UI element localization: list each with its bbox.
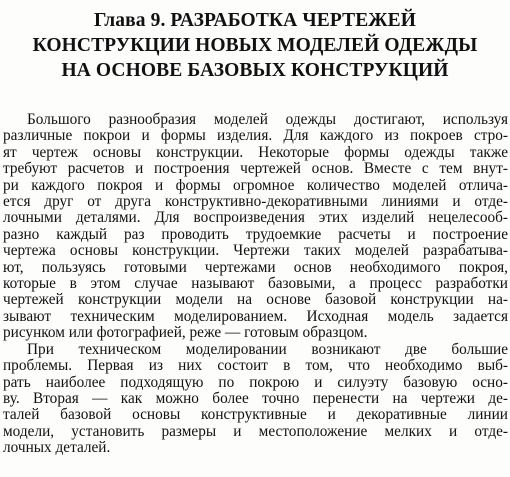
text-line: лочных деталей. <box>3 439 111 457</box>
text-line: Большого разнообразия моделей одежды достигают, используя <box>27 111 508 128</box>
chapter-heading-line: КОНСТРУКЦИИ НОВЫХ МОДЕЛЕЙ ОДЕЖДЫ <box>32 35 478 56</box>
chapter-heading <box>0 8 510 83</box>
text-line: ят чертеж основы конструкции. Некоторые формы одежды также <box>3 143 508 161</box>
text-line: ву. Вторая — как можно более точно перенести на чертежи де- <box>3 389 508 407</box>
text-line: которые в этом случае называют базовыми, а процесс разработки <box>3 275 508 293</box>
text-line: требуют расчетов и построения чертежей основ. Вместе с тем внут- <box>3 160 508 178</box>
body-text <box>3 112 508 457</box>
text-line: рисунком или фотографией, реже — готовым образцом. <box>3 324 368 342</box>
paragraph-2 <box>3 342 508 457</box>
text-line: талей базовой основы конструктивные и декоративные линии <box>3 406 508 424</box>
chapter-heading-line: Глава 9. РАЗРАБОТКА ЧЕРТЕЖЕЙ <box>93 10 417 31</box>
text-line: проблемы. Первая из них состоит в том, что необходимо выб- <box>3 357 508 375</box>
text-line: ют, пользуясь готовыми чертежами основ необходимого покроя, <box>3 258 508 276</box>
text-line: разно каждый раз проводить трудоемкие расчеты и построение <box>3 225 508 243</box>
paragraph-1 <box>3 112 508 342</box>
text-line: различные покрои и формы изделия. Для каждого из покроев стро- <box>3 127 508 145</box>
text-line: лочными деталями. Для воспроизведения этих изделий нецелесооб- <box>3 209 508 227</box>
text-line: зывают техническим моделированием. Исходная модель задается <box>3 307 508 325</box>
chapter-heading-line: НА ОСНОВЕ БАЗОВЫХ КОНСТРУКЦИЙ <box>61 60 449 81</box>
text-line: При техническом моделировании возникают две большие <box>27 340 508 358</box>
text-line: рать наиболее подходящую по покрою и силуэту базовую осно- <box>3 373 508 391</box>
text-line: чертежа основы конструкции. Чертежи таких моделей разрабатыва- <box>3 242 508 260</box>
text-line: ется друг от друга конструктивно-декоративными линиями и отде- <box>3 193 508 211</box>
text-line: чертежей конструкции модели на основе базовой конструкции на- <box>3 291 508 309</box>
text-line: модели, установить размеры и местоположение мелких и отде- <box>3 422 508 440</box>
text-line: ри каждого покроя и формы огромное количество моделей отлича- <box>3 176 508 194</box>
